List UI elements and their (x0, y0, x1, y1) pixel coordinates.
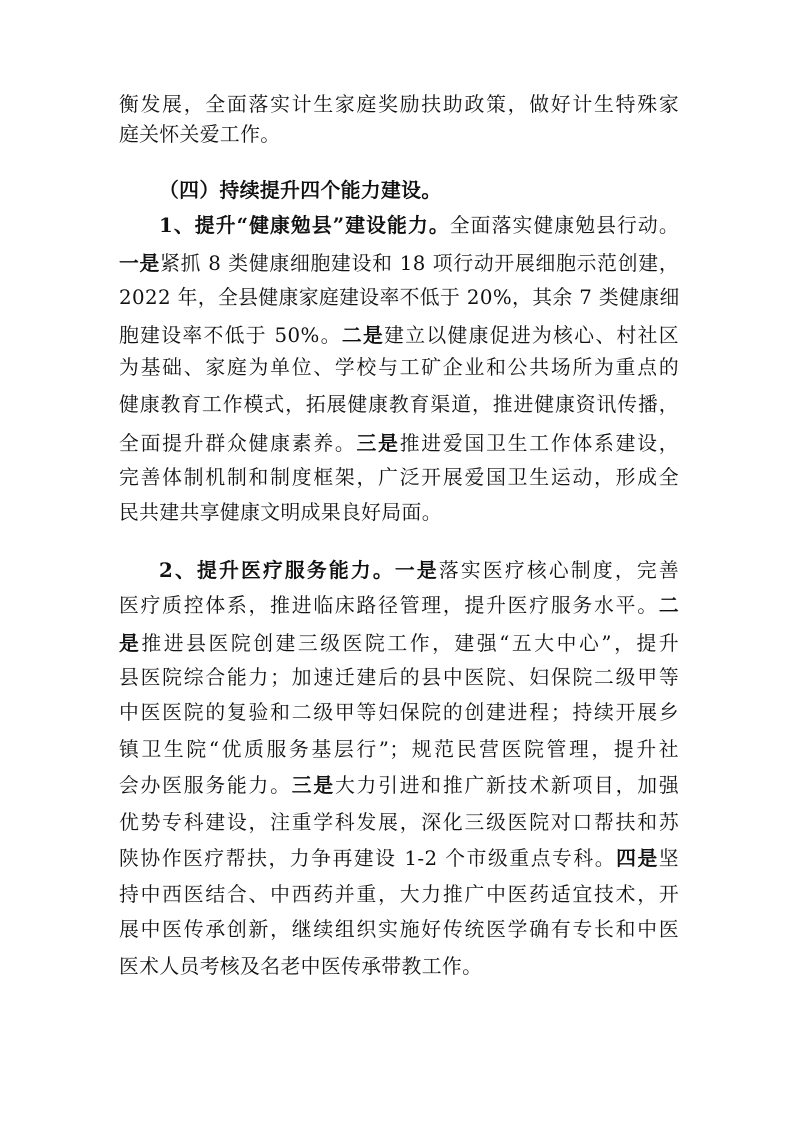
body-text: 大力引进和推广新技术新项目，加强 (334, 774, 679, 797)
bold-text: 四是 (616, 846, 659, 870)
text-line (119, 498, 679, 528)
text-line (119, 770, 679, 800)
body-text: 展中医传承创新，继续组织实施好传统医学确有专长和中医 (119, 918, 679, 941)
text-line (119, 808, 679, 838)
body-text: 胞建设率不低于 50%。 (119, 324, 342, 347)
body-text: 建立以健康促进为核心、村社区 (384, 324, 679, 347)
body-text: 完善体制机制和制度框架，广泛开展爱国卫生运动，形成全 (119, 466, 679, 489)
bold-text: 三是 (356, 431, 400, 455)
bold-text: 2、提升医疗服务能力。一是 (159, 558, 439, 582)
bold-text: 三是 (291, 773, 335, 797)
body-text: 持中西医结合、中西药并重，大力推广中医药适宜技术，开 (119, 883, 679, 906)
body-text: 全面落实健康勉县行动。 (449, 214, 679, 237)
text-line (159, 210, 679, 240)
bold-text: 二是 (341, 323, 385, 347)
body-text: 坚 (658, 847, 679, 870)
body-text: 健康教育工作模式，拓展健康教育渠道，推进健康资讯传播， (119, 393, 679, 416)
text-line (119, 628, 679, 658)
bold-text: 1、提升“健康勉县”建设能力。 (159, 213, 450, 237)
body-text: 推进爱国卫生工作体系建设， (399, 432, 679, 455)
text-line (119, 463, 679, 493)
body-text: 医术人员考核及名老中医传承带教工作。 (119, 955, 483, 978)
body-text: 县医院综合能力；加速迁建后的县中医院、妇保院二级甲等 (119, 666, 679, 689)
body-text: 镇卫生院“优质服务基层行”；规范民营医院管理，提升社 (119, 738, 679, 761)
text-line (119, 735, 679, 765)
body-text: 会办医服务能力。 (119, 774, 292, 797)
text-line (119, 590, 679, 620)
body-text: 医疗质控体系，推进临床路径管理，提升医疗服务水平。 (119, 594, 659, 617)
text-line (119, 283, 679, 313)
text-line (119, 320, 679, 350)
bold-text: 是 (119, 631, 142, 655)
text-line (119, 915, 679, 945)
text-line (119, 663, 679, 693)
bold-text: （四）持续提升四个能力建设。 (159, 178, 442, 202)
text-line (159, 555, 679, 585)
text-line (119, 120, 679, 150)
body-text: 庭关怀关爱工作。 (119, 123, 281, 146)
body-text: 紧抓 8 类健康细胞建设和 18 项行动开展细胞示范创建， (160, 252, 679, 275)
body-text: 民共建共享健康文明成果良好局面。 (119, 501, 442, 524)
body-text: 为基础、家庭为单位、学校与工矿企业和公共场所为重点的 (119, 356, 679, 379)
body-text: 陕协作医疗帮扶，力争再建设 1-2 个市级重点专科。 (119, 847, 617, 870)
body-text: 优势专科建设，注重学科发展，深化三级医院对口帮扶和苏 (119, 811, 679, 834)
body-text: 中医医院的复验和二级甲等妇保院的创建进程；持续开展乡 (119, 701, 679, 724)
text-line (119, 353, 679, 383)
text-line (119, 952, 679, 982)
body-text: 衡发展，全面落实计生家庭奖励扶助政策，做好计生特殊家 (119, 93, 679, 116)
text-line (119, 428, 679, 458)
body-text: 落实医疗核心制度，完善 (438, 559, 679, 582)
body-text: 全面提升群众健康素养。 (119, 432, 357, 455)
text-line (119, 90, 679, 120)
text-line (119, 698, 679, 728)
text-line (119, 390, 679, 420)
bold-text: 二 (658, 593, 679, 617)
text-line (119, 248, 679, 278)
text-line (119, 880, 679, 910)
bold-text: 一是 (119, 251, 161, 275)
text-line (159, 175, 679, 205)
text-line (119, 843, 679, 873)
body-text: 推进县医院创建三级医院工作，建强“五大中心”，提升 (141, 632, 679, 655)
body-text: 2022 年，全县健康家庭建设率不低于 20%，其余 7 类健康细 (119, 286, 680, 309)
